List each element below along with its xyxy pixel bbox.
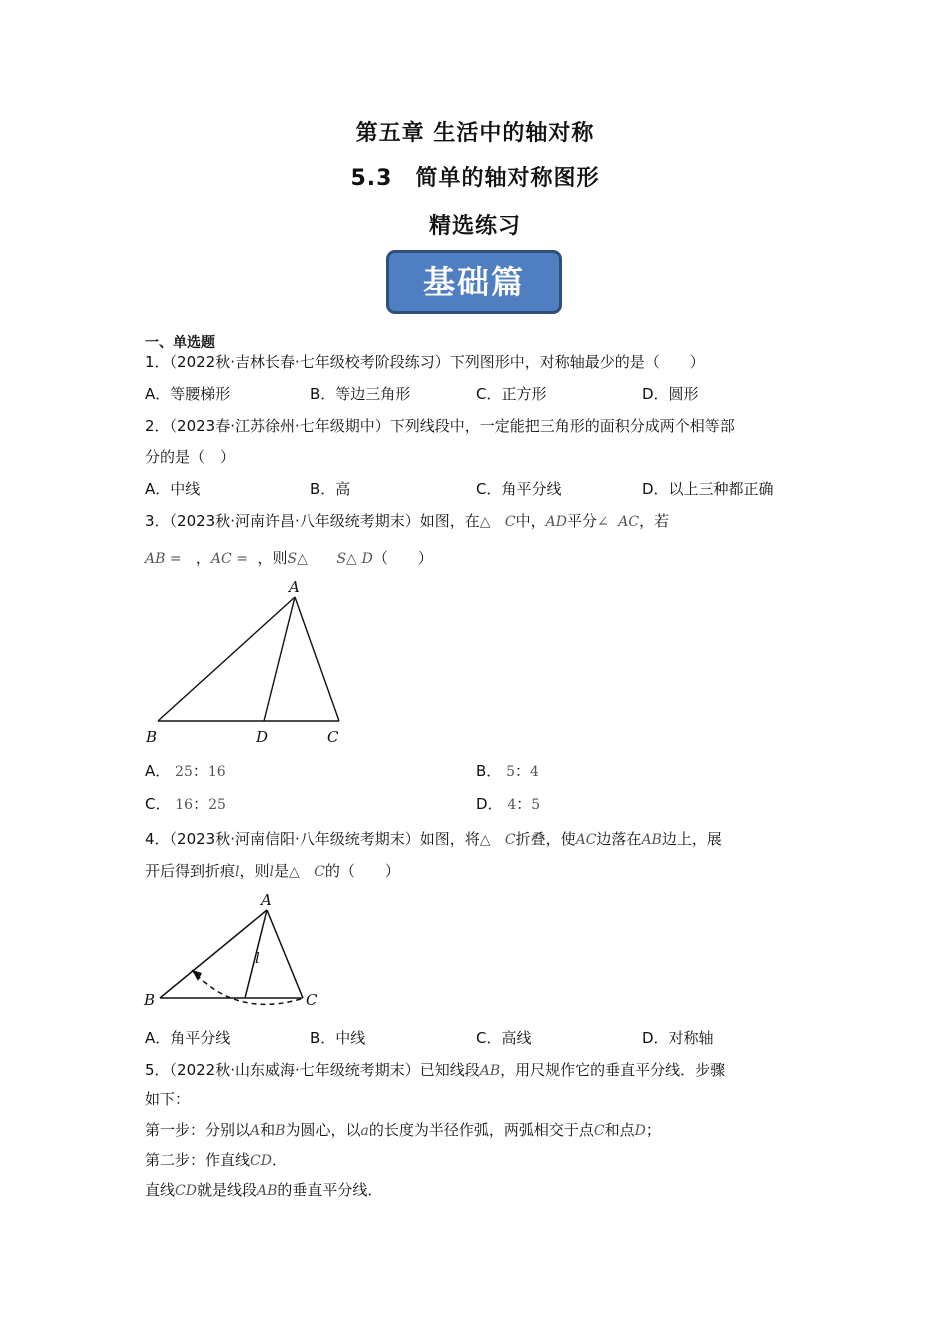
q2-stem-line2: 分的是（ ）	[145, 448, 236, 466]
q4-side-ac	[267, 910, 303, 998]
q3-option-a-letter: A．	[145, 762, 171, 780]
q4-stem-line2	[145, 860, 400, 881]
ratio-separator: ：	[193, 795, 209, 813]
q4-label-b: B	[144, 991, 156, 1009]
q3-option-b-letter: B．	[476, 762, 502, 780]
q4-var-ab: AB	[641, 832, 662, 848]
q5-step1	[145, 1119, 661, 1140]
triangle-symbol: △	[289, 864, 300, 880]
q5-var-a: A	[250, 1123, 261, 1139]
q3-option-c-left: 16	[175, 797, 194, 813]
q3-bisector-ad	[264, 597, 295, 721]
q4-var-ac: AC	[575, 832, 597, 848]
subtitle: 精选练习	[428, 214, 521, 239]
q3-option-d-right: 5	[531, 797, 541, 813]
q3-option-a-left: 25	[175, 764, 193, 780]
triangle-symbol: △	[479, 832, 491, 848]
q2-stem-line1: 2．（2023春·江苏徐州·七年级期中）下列线段中，一定能把三角形的面积分成两个相等部	[145, 417, 735, 435]
q4-option-a: A．角平分线	[145, 1029, 231, 1047]
q5-step2-text-1: 第二步：作直线	[145, 1151, 251, 1169]
q3-option-b-left: 5	[506, 764, 515, 780]
q5-conc-var-ab: AB	[256, 1183, 278, 1199]
q4-var-l-2: l	[269, 864, 274, 880]
q4-stem-line1	[145, 828, 722, 849]
q3-triangle-figure	[140, 575, 360, 750]
q4-text-7: 是	[274, 862, 290, 880]
q4-label-c: C	[306, 991, 318, 1009]
q5-step1-text-1: 第一步：分别以	[145, 1121, 251, 1139]
q4-text-8: 的（ ）	[324, 862, 400, 880]
section-heading: 一、单选题	[145, 335, 215, 351]
q3-label-b: B	[146, 728, 158, 746]
q4-text-3: 边落在	[596, 830, 642, 848]
q3-option-a-right: 16	[207, 764, 226, 780]
q3-var-ad: AD	[545, 514, 567, 530]
q3-option-c-right: 25	[208, 797, 226, 813]
q5-stem-line1	[145, 1059, 725, 1080]
q4-text-5: 开后得到折痕	[145, 862, 236, 880]
q5-step1-text-6: ；	[645, 1121, 661, 1139]
q5-text-2: ，用尺规作它的垂直平分线．步骤	[500, 1061, 726, 1079]
q3-side-ac	[295, 597, 339, 721]
q5-var-b: B	[275, 1123, 286, 1139]
q3-stem-line1	[145, 510, 669, 531]
q4-label-l: l	[255, 949, 260, 967]
q3-option-b	[476, 760, 539, 781]
q5-step1-text-2: 和	[260, 1121, 276, 1139]
q3-option-a	[145, 760, 226, 781]
q4-text-6: ，则	[239, 862, 270, 880]
q3-option-c	[145, 793, 226, 814]
q5-step2	[145, 1149, 287, 1170]
q3-area-1: S△	[287, 551, 308, 567]
q5-var-cd: CD	[250, 1153, 272, 1169]
q3-fragment-1: C	[504, 514, 516, 530]
q4-option-b: B．中线	[310, 1029, 366, 1047]
q5-conclusion	[145, 1179, 382, 1200]
q3-comma: ，	[195, 549, 211, 567]
q3-option-d-left: 4	[507, 797, 517, 813]
q3-fragment-3: D	[361, 551, 373, 567]
triangle-symbol: △	[479, 514, 491, 530]
q4-text-1: 4．（2023秋·河南信阳·八年级统考期末）如图，将	[145, 830, 480, 848]
q4-text-4: 边上，展	[661, 830, 722, 848]
ratio-separator: ：	[192, 762, 208, 780]
angle-symbol: ∠	[596, 514, 609, 530]
q3-text-4: ，若	[639, 512, 670, 530]
q4-fold-arc	[192, 970, 301, 1004]
q5-conc-text-3: 的垂直平分线．	[277, 1181, 383, 1199]
q5-var-d: D	[634, 1123, 646, 1139]
q3-text-3: 平分	[566, 512, 597, 530]
q3-fragment-2: AC	[618, 514, 640, 530]
q2-option-b: B．高	[310, 480, 351, 498]
q3-text-2: 中，	[515, 512, 546, 530]
section-title: 5.3 简单的轴对称图形	[350, 166, 600, 191]
q3-area-2: S△	[336, 551, 357, 567]
q5-conc-text-1: 直线	[145, 1181, 176, 1199]
q3-text-1: 3．（2023秋·河南许昌·八年级统考期末）如图，在	[145, 512, 480, 530]
q3-option-d-letter: D．	[476, 795, 503, 813]
q3-label-a: A	[289, 578, 300, 596]
q1-option-c: C．正方形	[476, 385, 547, 403]
q4-label-a: A	[261, 891, 272, 909]
q3-label-c: C	[327, 728, 339, 746]
q5-var-c: C	[593, 1123, 605, 1139]
q5-step1-text-5: 和点	[604, 1121, 635, 1139]
q5-stem-line2: 如下：	[145, 1090, 191, 1108]
q3-var-ab: AB =	[145, 551, 182, 567]
q3-option-b-right: 4	[530, 764, 539, 780]
q3-option-d	[476, 793, 540, 814]
q1-option-a: A．等腰梯形	[145, 385, 231, 403]
q2-option-a: A．中线	[145, 480, 201, 498]
q3-stem-line2	[145, 547, 433, 568]
q5-step1-text-4: 的长度为半径作弧，两弧相交于点	[368, 1121, 594, 1139]
q4-side-ab	[160, 910, 267, 998]
q5-conc-text-2: 就是线段	[196, 1181, 257, 1199]
arrowhead-icon	[192, 970, 202, 981]
q4-fold-figure	[140, 890, 340, 1015]
q3-side-ab	[158, 597, 295, 721]
q4-fragment-2: C	[314, 864, 325, 880]
q4-text-2: 折叠，使	[515, 830, 576, 848]
q5-step2-text-2: ．	[271, 1151, 287, 1169]
q3-label-d: D	[256, 728, 269, 746]
ratio-separator: ：	[515, 762, 531, 780]
q5-var-ab: AB	[479, 1063, 501, 1079]
q4-option-c: C．高线	[476, 1029, 532, 1047]
q4-option-d: D．对称轴	[642, 1029, 714, 1047]
q1-stem: 1．（2022秋·吉林长春·七年级校考阶段练习）下列图形中，对称轴最少的是（ ）	[145, 353, 705, 371]
q2-option-d: D．以上三种都正确	[642, 480, 774, 498]
q5-conc-var-cd: CD	[175, 1183, 197, 1199]
q5-step1-text-3: 为圆心，以	[285, 1121, 361, 1139]
q1-option-b: B．等边三角形	[310, 385, 411, 403]
q1-option-d: D．圆形	[642, 385, 699, 403]
q4-fragment-1: C	[504, 832, 516, 848]
q3-paren: （ ）	[372, 549, 433, 567]
ratio-separator: ：	[516, 795, 532, 813]
q4-var-l: l	[235, 864, 240, 880]
q3-text-5: ，则	[257, 549, 288, 567]
q3-option-c-letter: C．	[145, 795, 171, 813]
q5-text-1: 5．（2022秋·山东威海·七年级统考期末）已知线段	[145, 1061, 480, 1079]
q5-var-a-length: a	[360, 1123, 369, 1139]
chapter-title: 第五章 生活中的轴对称	[355, 121, 595, 146]
q3-var-ac: AC =	[210, 551, 248, 567]
q2-option-c: C．角平分线	[476, 480, 562, 498]
level-badge: 基础篇	[386, 250, 562, 314]
